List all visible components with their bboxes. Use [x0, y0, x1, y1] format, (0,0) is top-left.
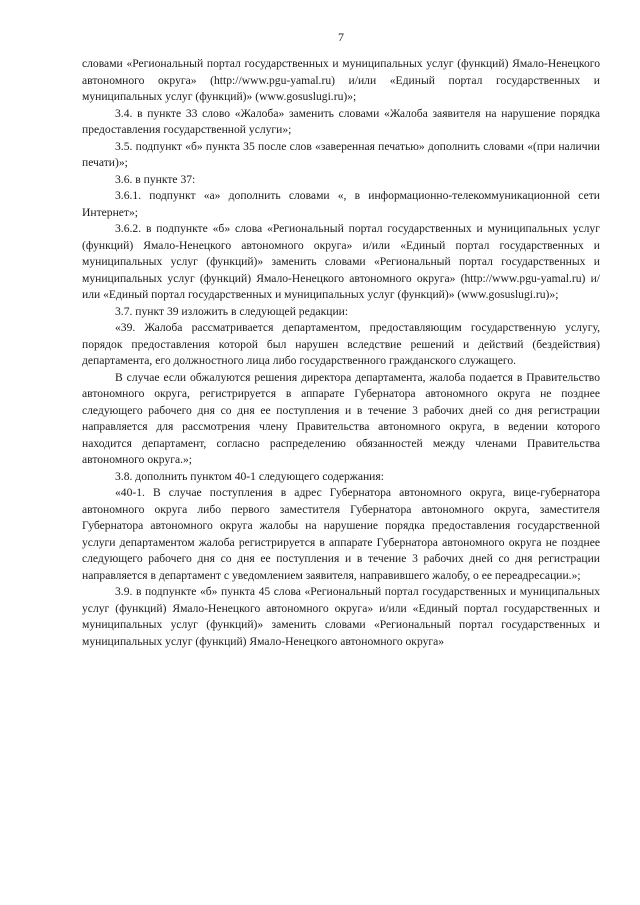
paragraph-39: «39. Жалоба рассматривается департаментом, предоставляющим государственную услугу, порядок предоставления которой был нарушен вследствие решений и действий (бездействия) департамента, его должностного лица либо государственного гражданского служащего. — [82, 321, 600, 367]
paragraph-39-part-2: В случае если обжалуются решения директора департамента, жалоба подается в Правительство автономного округа, регистрируется в аппарате Губернатора автономного округа не позднее следующего рабочего дня со дня ее поступления и в течение 3 рабочих дней со дня регистрации направляется для рассмотрения члену Правительства автономного округа, в ведении которого находится департамент, согласно распределению обязанностей между членами Правительства автономного округа.»; — [82, 370, 600, 466]
paragraph-3-7: 3.7. пункт 39 изложить в следующей редакции: — [115, 304, 349, 318]
paragraph-3-4: 3.4. в пункте 33 слово «Жалоба» заменить словами «Жалоба заявителя на нарушение порядка предоставления государственной услуги»; — [82, 106, 600, 136]
paragraph-3-5: 3.5. подпункт «б» пункта 35 после слов «заверенная печатью» дополнить словами «(при наличии печати)»; — [82, 139, 600, 169]
paragraph-3-6-1: 3.6.1. подпункт «а» дополнить словами «, в информационно-телекоммуникационной сети Интернет»; — [82, 189, 600, 219]
page-number: 7 — [338, 30, 344, 44]
paragraph-3-9: 3.9. в подпункте «б» пункта 45 слова «Региональный портал государственных и муниципальных услуг (функций) Ямало-Ненецкого автономного округа» и/или «Единый портал государственных и муниципальных услуг (функций)» заменить словами «Региональный портал государственных и муниципальных услуг (функций) Ямало-Ненецкого автономного округа» — [82, 585, 600, 648]
paragraph-3-8: 3.8. дополнить пунктом 40-1 следующего содержания: — [115, 469, 384, 483]
paragraph-40-1: «40-1. В случае поступления в адрес Губернатора автономного округа, вице-губернатора автономного округа либо первого заместителя Губернатора автономного округа, заместителя Губернатора автономного округа жалобы на нарушение порядка предоставления государственной услуги департаментом жалоба регистрируется в аппарате Губернатора автономного округа не позднее следующего рабочего дня со дня ее поступления и в течение 3 рабочих дней со дня регистрации направляется в департамент с уведомлением заявителя, направившего жалобу, о ее переадресации.»; — [82, 486, 600, 582]
paragraph-3-6-2: 3.6.2. в подпункте «б» слова «Региональный портал государственных и муниципальных услуг (функций) Ямало-Ненецкого автономного округа» и/или «Единый портал государственных и муниципальных услуг (функций)» заменить словами «Региональный портал государственных и муниципальных услуг (функций) Ямало-Ненецкого автономного округа» (http://www.pgu-yamal.ru) и/или «Единый портал государственных и муниципальных услуг (функций)» (www.gosuslugi.ru)»; — [82, 222, 600, 301]
paragraph-3-6: 3.6. в пункте 37: — [115, 172, 196, 186]
paragraph-continuation: словами «Региональный портал государственных и муниципальных услуг (функций) Ямало-Ненецкого автономного округа» (http://www.pgu-yamal.ru) и/или «Единый портал государственных и муниципальных услуг (функций)» (www.gosuslugi.ru)»; — [82, 57, 600, 103]
document-body — [82, 56, 600, 650]
